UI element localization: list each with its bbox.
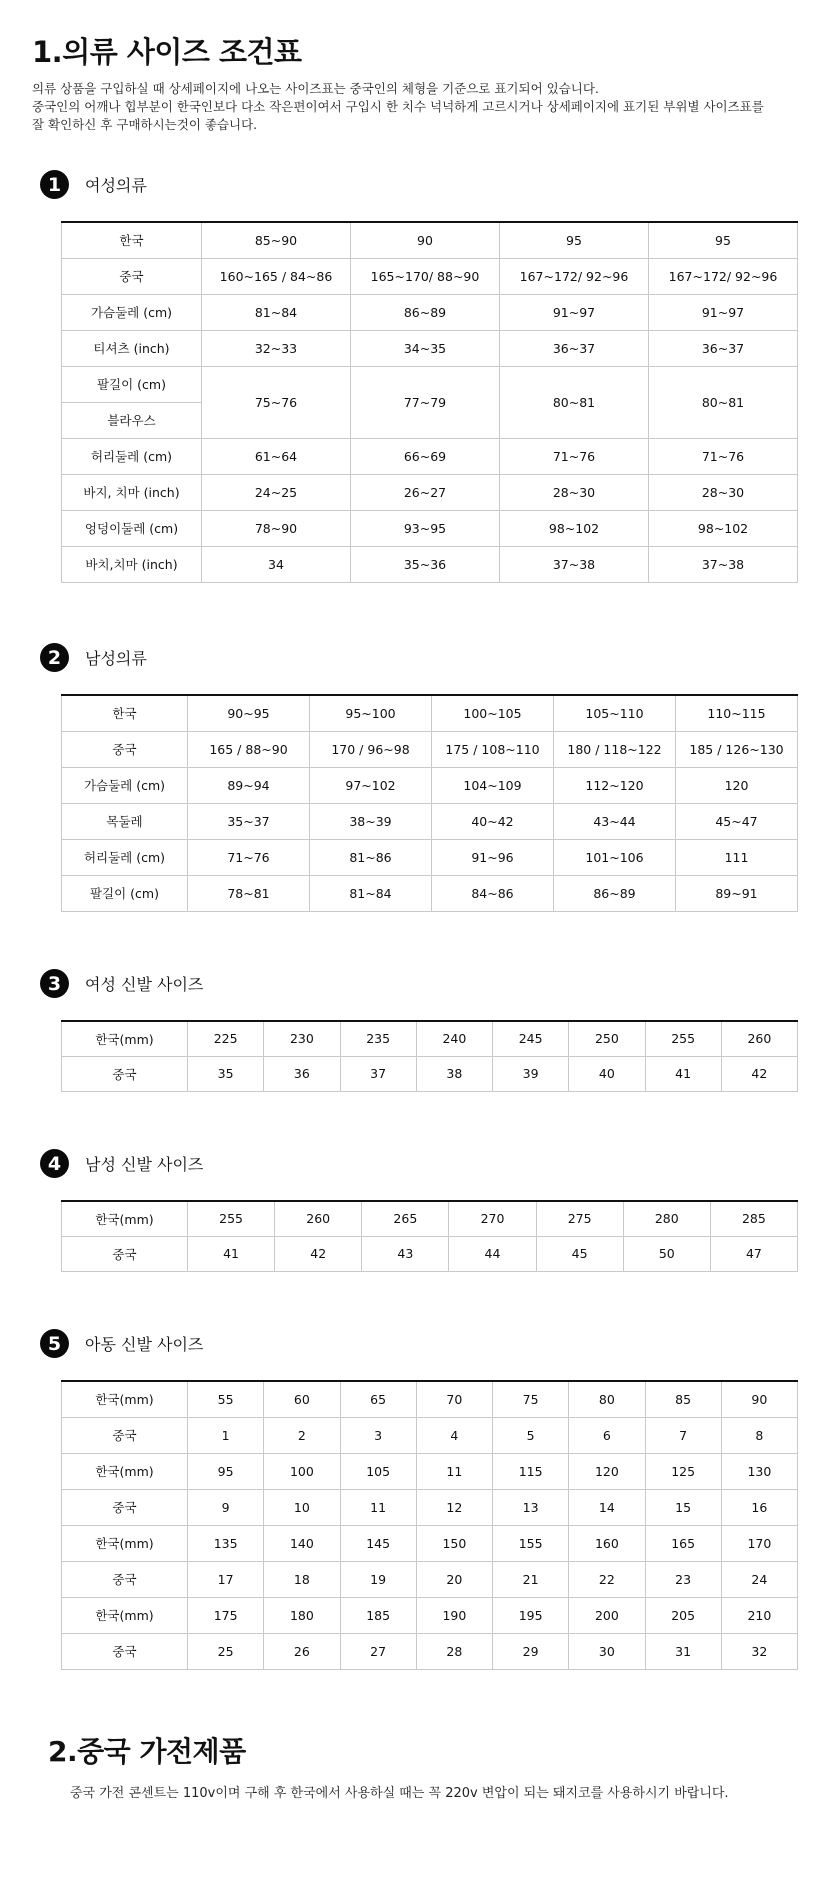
table-cell: 95 <box>649 222 798 258</box>
table-row <box>62 1236 798 1271</box>
table-cell: 135 <box>188 1525 264 1561</box>
table-cell: 167~172/ 92~96 <box>500 258 649 294</box>
table-cell: 24 <box>721 1561 797 1597</box>
section-title: 남성 신발 사이즈 <box>85 1155 204 1174</box>
table-cell: 165~170/ 88~90 <box>351 258 500 294</box>
table-row <box>62 1381 798 1417</box>
row-label: 한국(mm) <box>62 1381 188 1417</box>
men-clothing-size-table <box>61 694 798 912</box>
table-cell: 44 <box>449 1236 536 1271</box>
table-row <box>62 546 798 582</box>
table-row <box>62 510 798 546</box>
table-cell: 14 <box>569 1489 645 1525</box>
table-cell: 1 <box>188 1417 264 1453</box>
table-cell: 89~94 <box>188 767 310 803</box>
table-cell: 230 <box>264 1021 340 1056</box>
table-cell: 39 <box>493 1056 569 1091</box>
table-cell: 165 / 88~90 <box>188 731 310 767</box>
table-cell: 89~91 <box>676 875 798 911</box>
intro-line: 중국인의 어깨나 힙부분이 한국인보다 다소 작은편이여서 구입시 한 치수 넉넉하게 고르시거나 상세페이지에 표기된 부위별 사이즈표를 <box>32 99 764 114</box>
table-cell: 60 <box>264 1381 340 1417</box>
table-cell: 81~86 <box>310 839 432 875</box>
table-cell: 167~172/ 92~96 <box>649 258 798 294</box>
table-cell: 200 <box>569 1597 645 1633</box>
table-cell: 120 <box>569 1453 645 1489</box>
table-cell: 170 <box>721 1525 797 1561</box>
table-cell: 36 <box>264 1056 340 1091</box>
row-label: 목둘레 <box>62 803 188 839</box>
table-cell: 110~115 <box>676 695 798 731</box>
table-cell: 130 <box>721 1453 797 1489</box>
table-cell: 47 <box>710 1236 797 1271</box>
table-cell: 93~95 <box>351 510 500 546</box>
table-cell: 180 <box>264 1597 340 1633</box>
row-label: 중국 <box>62 258 202 294</box>
table-row <box>62 1561 798 1597</box>
table-cell: 140 <box>264 1525 340 1561</box>
table-cell: 37~38 <box>649 546 798 582</box>
table-cell: 15 <box>645 1489 721 1525</box>
table-cell: 270 <box>449 1201 536 1236</box>
intro-line: 잘 확인하신 후 구매하시는것이 좋습니다. <box>32 117 258 132</box>
section-number-badge: 5 <box>40 1329 69 1358</box>
table-row <box>62 767 798 803</box>
table-cell: 27 <box>340 1633 416 1669</box>
table-cell: 77~79 <box>351 366 500 438</box>
table-cell: 70 <box>416 1381 492 1417</box>
table-row <box>62 1021 798 1056</box>
table-cell: 190 <box>416 1597 492 1633</box>
table-row <box>62 438 798 474</box>
table-row <box>62 1597 798 1633</box>
table-cell: 66~69 <box>351 438 500 474</box>
table-cell: 36~37 <box>500 330 649 366</box>
table-cell: 6 <box>569 1417 645 1453</box>
table-cell: 95 <box>500 222 649 258</box>
table-row <box>62 1056 798 1091</box>
table-cell: 18 <box>264 1561 340 1597</box>
table-cell: 32~33 <box>202 330 351 366</box>
intro-line: 의류 상품을 구입하실 때 상세페이지에 나오는 사이즈표는 중국인의 체형을 기준으로 표기되어 있습니다. <box>32 81 599 96</box>
section-title-appliances: 2.중국 가전제품 <box>48 1735 246 1768</box>
row-label: 허리둘레 (cm) <box>62 839 188 875</box>
table-cell: 50 <box>623 1236 710 1271</box>
row-label: 중국 <box>62 1633 188 1669</box>
table-cell: 19 <box>340 1561 416 1597</box>
table-cell: 105~110 <box>554 695 676 731</box>
table-row <box>62 1201 798 1236</box>
table-row <box>62 1417 798 1453</box>
table-cell: 101~106 <box>554 839 676 875</box>
table-cell: 11 <box>340 1489 416 1525</box>
row-label: 한국(mm) <box>62 1525 188 1561</box>
table-cell: 225 <box>188 1021 264 1056</box>
section-heading-kids-shoes <box>40 1329 203 1358</box>
table-cell: 91~96 <box>432 839 554 875</box>
table-cell: 41 <box>188 1236 275 1271</box>
table-cell: 28~30 <box>500 474 649 510</box>
table-cell: 7 <box>645 1417 721 1453</box>
table-cell: 85 <box>645 1381 721 1417</box>
table-cell: 55 <box>188 1381 264 1417</box>
table-cell: 125 <box>645 1453 721 1489</box>
table-row <box>62 731 798 767</box>
table-cell: 235 <box>340 1021 416 1056</box>
table-row <box>62 803 798 839</box>
table-cell: 34~35 <box>351 330 500 366</box>
table-cell: 80~81 <box>649 366 798 438</box>
table-row <box>62 1489 798 1525</box>
row-label: 중국 <box>62 1236 188 1271</box>
table-cell: 22 <box>569 1561 645 1597</box>
table-cell: 17 <box>188 1561 264 1597</box>
table-cell: 90~95 <box>188 695 310 731</box>
table-cell: 160 <box>569 1525 645 1561</box>
table-cell: 32 <box>721 1633 797 1669</box>
table-cell: 23 <box>645 1561 721 1597</box>
row-label: 중국 <box>62 1056 188 1091</box>
table-cell: 61~64 <box>202 438 351 474</box>
table-cell: 3 <box>340 1417 416 1453</box>
section-heading-men-clothing <box>40 643 147 672</box>
table-cell: 26 <box>264 1633 340 1669</box>
row-label: 중국 <box>62 1561 188 1597</box>
table-cell: 81~84 <box>310 875 432 911</box>
table-cell: 250 <box>569 1021 645 1056</box>
table-cell: 98~102 <box>649 510 798 546</box>
table-cell: 30 <box>569 1633 645 1669</box>
row-label: 팔길이 (cm) <box>62 366 202 402</box>
table-cell: 205 <box>645 1597 721 1633</box>
section-title: 여성 신발 사이즈 <box>85 975 204 994</box>
section-number-badge: 4 <box>40 1149 69 1178</box>
table-row <box>62 366 798 402</box>
men-shoe-size-table <box>61 1200 798 1272</box>
table-cell: 35 <box>188 1056 264 1091</box>
table-cell: 45 <box>536 1236 623 1271</box>
table-cell: 80 <box>569 1381 645 1417</box>
table-cell: 85~90 <box>202 222 351 258</box>
women-shoe-size-table <box>61 1020 798 1092</box>
table-cell: 4 <box>416 1417 492 1453</box>
table-cell: 255 <box>188 1201 275 1236</box>
table-cell: 86~89 <box>351 294 500 330</box>
table-cell: 2 <box>264 1417 340 1453</box>
table-cell: 26~27 <box>351 474 500 510</box>
table-cell: 80~81 <box>500 366 649 438</box>
table-cell: 28~30 <box>649 474 798 510</box>
table-cell: 98~102 <box>500 510 649 546</box>
table-cell: 255 <box>645 1021 721 1056</box>
table-cell: 43~44 <box>554 803 676 839</box>
table-cell: 97~102 <box>310 767 432 803</box>
row-label: 티셔츠 (inch) <box>62 330 202 366</box>
table-cell: 185 <box>340 1597 416 1633</box>
table-cell: 175 <box>188 1597 264 1633</box>
table-cell: 185 / 126~130 <box>676 731 798 767</box>
section-number-badge: 1 <box>40 170 69 199</box>
table-row <box>62 222 798 258</box>
table-cell: 111 <box>676 839 798 875</box>
table-cell: 75~76 <box>202 366 351 438</box>
table-cell: 175 / 108~110 <box>432 731 554 767</box>
table-cell: 120 <box>676 767 798 803</box>
row-label: 중국 <box>62 1417 188 1453</box>
table-cell: 100~105 <box>432 695 554 731</box>
row-label: 한국(mm) <box>62 1201 188 1236</box>
row-label: 바치,치마 (inch) <box>62 546 202 582</box>
table-cell: 12 <box>416 1489 492 1525</box>
table-cell: 24~25 <box>202 474 351 510</box>
table-cell: 245 <box>493 1021 569 1056</box>
table-cell: 11 <box>416 1453 492 1489</box>
table-cell: 5 <box>493 1417 569 1453</box>
table-cell: 71~76 <box>500 438 649 474</box>
table-cell: 38~39 <box>310 803 432 839</box>
table-cell: 104~109 <box>432 767 554 803</box>
table-row <box>62 330 798 366</box>
row-label: 블라우스 <box>62 402 202 438</box>
table-cell: 260 <box>275 1201 362 1236</box>
table-cell: 260 <box>721 1021 797 1056</box>
table-cell: 8 <box>721 1417 797 1453</box>
table-cell: 145 <box>340 1525 416 1561</box>
table-row <box>62 695 798 731</box>
table-cell: 90 <box>351 222 500 258</box>
table-cell: 95 <box>188 1453 264 1489</box>
table-cell: 180 / 118~122 <box>554 731 676 767</box>
table-row <box>62 294 798 330</box>
row-label: 바지, 치마 (inch) <box>62 474 202 510</box>
table-cell: 210 <box>721 1597 797 1633</box>
section-heading-women-shoes <box>40 969 203 998</box>
table-cell: 20 <box>416 1561 492 1597</box>
table-cell: 34 <box>202 546 351 582</box>
table-cell: 86~89 <box>554 875 676 911</box>
row-label: 중국 <box>62 1489 188 1525</box>
table-cell: 170 / 96~98 <box>310 731 432 767</box>
table-row <box>62 875 798 911</box>
table-cell: 21 <box>493 1561 569 1597</box>
women-clothing-size-table <box>61 221 798 583</box>
table-cell: 150 <box>416 1525 492 1561</box>
table-cell: 112~120 <box>554 767 676 803</box>
table-cell: 28 <box>416 1633 492 1669</box>
table-cell: 10 <box>264 1489 340 1525</box>
table-cell: 240 <box>416 1021 492 1056</box>
table-cell: 35~36 <box>351 546 500 582</box>
row-label: 팔길이 (cm) <box>62 875 188 911</box>
section-title: 아동 신발 사이즈 <box>85 1335 204 1354</box>
kids-shoe-size-table <box>61 1380 798 1670</box>
table-cell: 25 <box>188 1633 264 1669</box>
page-title: 1.의류 사이즈 조건표 <box>32 35 302 69</box>
table-cell: 42 <box>721 1056 797 1091</box>
table-cell: 81~84 <box>202 294 351 330</box>
section-number-badge: 3 <box>40 969 69 998</box>
table-cell: 160~165 / 84~86 <box>202 258 351 294</box>
table-cell: 91~97 <box>500 294 649 330</box>
table-cell: 75 <box>493 1381 569 1417</box>
table-cell: 9 <box>188 1489 264 1525</box>
table-cell: 38 <box>416 1056 492 1091</box>
table-cell: 91~97 <box>649 294 798 330</box>
table-cell: 36~37 <box>649 330 798 366</box>
table-row <box>62 1525 798 1561</box>
table-cell: 105 <box>340 1453 416 1489</box>
table-cell: 285 <box>710 1201 797 1236</box>
row-label: 가슴둘레 (cm) <box>62 767 188 803</box>
table-cell: 155 <box>493 1525 569 1561</box>
table-cell: 41 <box>645 1056 721 1091</box>
table-cell: 37~38 <box>500 546 649 582</box>
table-cell: 275 <box>536 1201 623 1236</box>
table-cell: 280 <box>623 1201 710 1236</box>
section-title: 여성의류 <box>85 176 147 195</box>
appliance-note: 중국 가전 콘센트는 110v이며 구해 후 한국에서 사용하실 때는 꼭 220v 변압이 되는 돼지코를 사용하시기 바랍니다. <box>70 1786 729 1801</box>
table-cell: 13 <box>493 1489 569 1525</box>
table-cell: 16 <box>721 1489 797 1525</box>
row-label: 중국 <box>62 731 188 767</box>
table-row <box>62 474 798 510</box>
row-label: 한국 <box>62 222 202 258</box>
intro-text <box>32 80 792 134</box>
table-cell: 78~90 <box>202 510 351 546</box>
section-heading-women-clothing <box>40 170 147 199</box>
section-heading-men-shoes <box>40 1149 203 1178</box>
row-label: 한국(mm) <box>62 1597 188 1633</box>
table-row <box>62 258 798 294</box>
table-row <box>62 1453 798 1489</box>
table-cell: 35~37 <box>188 803 310 839</box>
table-cell: 65 <box>340 1381 416 1417</box>
table-cell: 95~100 <box>310 695 432 731</box>
table-cell: 40 <box>569 1056 645 1091</box>
section-title: 남성의류 <box>85 649 147 668</box>
table-cell: 29 <box>493 1633 569 1669</box>
table-cell: 84~86 <box>432 875 554 911</box>
row-label: 한국(mm) <box>62 1021 188 1056</box>
table-row <box>62 839 798 875</box>
table-cell: 71~76 <box>188 839 310 875</box>
table-cell: 115 <box>493 1453 569 1489</box>
table-cell: 78~81 <box>188 875 310 911</box>
row-label: 엉덩이둘레 (cm) <box>62 510 202 546</box>
table-cell: 45~47 <box>676 803 798 839</box>
table-cell: 37 <box>340 1056 416 1091</box>
table-row <box>62 1633 798 1669</box>
table-cell: 100 <box>264 1453 340 1489</box>
table-cell: 43 <box>362 1236 449 1271</box>
row-label: 허리둘레 (cm) <box>62 438 202 474</box>
table-cell: 195 <box>493 1597 569 1633</box>
table-cell: 71~76 <box>649 438 798 474</box>
table-cell: 165 <box>645 1525 721 1561</box>
section-number-badge: 2 <box>40 643 69 672</box>
table-cell: 31 <box>645 1633 721 1669</box>
row-label: 한국(mm) <box>62 1453 188 1489</box>
row-label: 가슴둘레 (cm) <box>62 294 202 330</box>
table-cell: 265 <box>362 1201 449 1236</box>
table-cell: 90 <box>721 1381 797 1417</box>
table-cell: 40~42 <box>432 803 554 839</box>
table-cell: 42 <box>275 1236 362 1271</box>
row-label: 한국 <box>62 695 188 731</box>
